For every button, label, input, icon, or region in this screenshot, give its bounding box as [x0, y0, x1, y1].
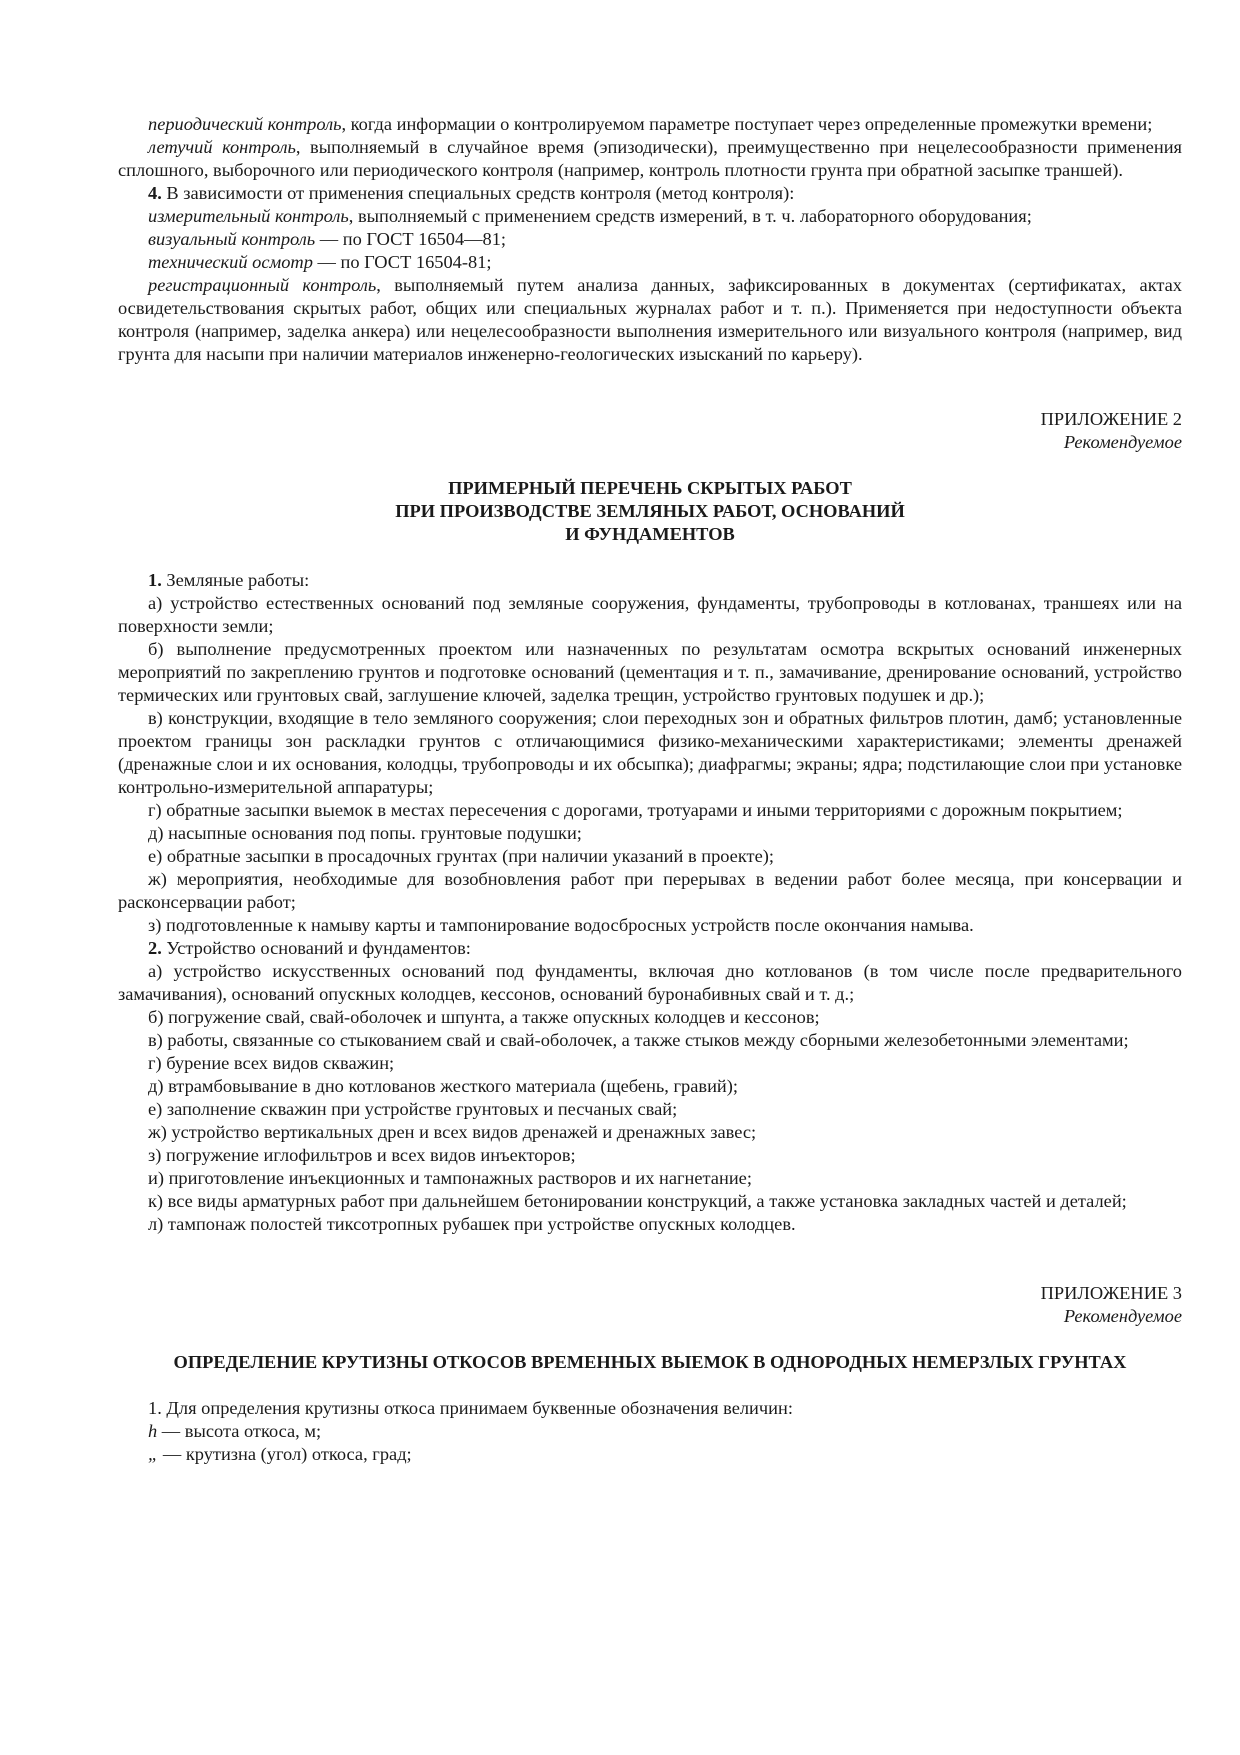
list-item: з) подготовленные к намыву карты и тампонирование водосбросных устройств после окончания намыва.	[148, 915, 974, 935]
list-item: в) работы, связанные со стыкованием свай и свай-оболочек, а также стыков между сборными железобетонными элементами;	[148, 1030, 1129, 1050]
list-item: д) насыпные основания под попы. грунтовые подушки;	[148, 823, 582, 843]
appendix-2-title-line-3: И ФУНДАМЕНТОВ	[565, 524, 735, 544]
list-item: 1. Земляные работы:	[148, 570, 310, 590]
paragraph-flying-control: летучий контроль, выполняемый в случайное время (эпизодически), преимущественно при нецелесообразности применения сплошного, выборочного или периодического контроля (например, контроль плотности грунта при обратной засыпке траншей).	[118, 137, 1182, 180]
list-item: г) обратные засыпки выемок в местах пересечения с дорогами, тротуарами и иными территориями с дорожным покрытием;	[148, 800, 1123, 820]
appendix-3-title: ОПРЕДЕЛЕНИЕ КРУТИЗНЫ ОТКОСОВ ВРЕМЕННЫХ ВЫЕМОК В ОДНОРОДНЫХ НЕМЕРЗЛЫХ ГРУНТАХ	[173, 1352, 1127, 1372]
list-item: а) устройство естественных оснований под земляные сооружения, фундаменты, трубопроводы в котлованах, траншеях или на поверхности земли;	[118, 593, 1182, 636]
appendix-3-label: ПРИЛОЖЕНИЕ 3	[1040, 1283, 1182, 1303]
paragraph-registration-control: регистрационный контроль, выполняемый путем анализа данных, зафиксированных в документах (сертификатах, актах освидетельствования скрытых работ, общих или специальных журналах работ и т. п.). Применяется при недоступности объекта контроля (например, заделка анкера) или нецелесообразности выполнения измерительного или визуального контроля (например, вид грунта для насыпи при наличии материалов инженерно-геологических изысканий по карьеру).	[118, 275, 1183, 364]
list-item: к) все виды арматурных работ при дальнейшем бетонировании конструкций, а также установка закладных частей и деталей;	[148, 1191, 1127, 1211]
list-item: ж) устройство вертикальных дрен и всех видов дренажей и дренажных завес;	[148, 1122, 757, 1142]
list-item: в) конструкции, входящие в тело земляного сооружения; слои переходных зон и обратных фильтров плотин, дамб; установленные проектом границы зон раскладки грунтов с отличающимися физико-механическими характеристиками; элементы дренажей (дренажные слои и их основания, колодцы, трубопроводы и их обсыпка); диафрагмы; экраны; ядра; подстилающие слои при установке контрольно-измерительной аппаратуры;	[118, 708, 1182, 797]
list-item: и) приготовление инъекционных и тампонажных растворов и их нагнетание;	[148, 1168, 752, 1188]
list-item: „ — крутизна (угол) откоса, град;	[148, 1444, 412, 1464]
paragraph-item-4: 4. В зависимости от применения специальных средств контроля (метод контроля):	[148, 183, 795, 203]
appendix-2-label: ПРИЛОЖЕНИЕ 2	[1040, 409, 1182, 429]
list-item: ж) мероприятия, необходимые для возобновления работ при перерывах в ведении работ более месяца, при консервации и расконсервации работ;	[118, 869, 1182, 912]
appendix-2-title-line-2: ПРИ ПРОИЗВОДСТВЕ ЗЕМЛЯНЫХ РАБОТ, ОСНОВАНИЙ	[395, 501, 905, 521]
list-item: е) обратные засыпки в просадочных грунтах (при наличии указаний в проекте);	[148, 846, 774, 866]
list-item: д) втрамбовывание в дно котлованов жесткого материала (щебень, гравий);	[148, 1076, 739, 1096]
list-item: е) заполнение скважин при устройстве грунтовых и песчаных свай;	[148, 1099, 678, 1119]
list-item: б) погружение свай, свай-оболочек и шпунта, а также опускных колодцев и кессонов;	[148, 1007, 820, 1027]
paragraph-technical-inspection: технический осмотр — по ГОСТ 16504-81;	[148, 252, 492, 272]
list-item: 2. Устройство оснований и фундаментов:	[148, 938, 471, 958]
appendix-2-title-line-1: ПРИМЕРНЫЙ ПЕРЕЧЕНЬ СКРЫТЫХ РАБОТ	[448, 478, 852, 498]
list-item: л) тампонаж полостей тиксотропных рубашек при устройстве опускных колодцев.	[148, 1214, 796, 1234]
list-item: 1. Для определения крутизны откоса принимаем буквенные обозначения величин:	[148, 1398, 793, 1418]
appendix-2	[118, 408, 1182, 1236]
paragraph-periodic-control: периодический контроль, когда информации о контролируемом параметре поступает через определенные промежутки времени;	[148, 114, 1153, 134]
paragraph-measuring-control: измерительный контроль, выполняемый с применением средств измерений, в т. ч. лабораторного оборудования;	[148, 206, 1032, 226]
paragraph-visual-control: визуальный контроль — по ГОСТ 16504—81;	[148, 229, 507, 249]
appendix-3	[118, 1282, 1182, 1466]
list-item: б) выполнение предусмотренных проектом или назначенных по результатам осмотра вскрытых оснований инженерных мероприятий по закреплению грунтов и подготовке оснований (цементация и т. п., замачивание, дренирование оснований, устройство термических или грунтовых свай, заглушение ключей, заделка трещин, устройство грунтовых подушек и др.);	[118, 639, 1182, 705]
appendix-3-status: Рекомендуемое	[1063, 1306, 1182, 1326]
list-item: з) погружение иглофильтров и всех видов инъекторов;	[148, 1145, 576, 1165]
list-item: а) устройство искусственных оснований под фундаменты, включая дно котлованов (в том числе после предварительного замачивания), оснований опускных колодцев, кессонов, оснований буронабивных свай и т. д.;	[118, 961, 1182, 1004]
list-item: г) бурение всех видов скважин;	[148, 1053, 395, 1073]
control-types-section	[118, 113, 1182, 366]
list-item: h — высота откоса, м;	[148, 1421, 322, 1441]
appendix-2-status: Рекомендуемое	[1063, 432, 1182, 452]
document-page	[118, 113, 1182, 1466]
